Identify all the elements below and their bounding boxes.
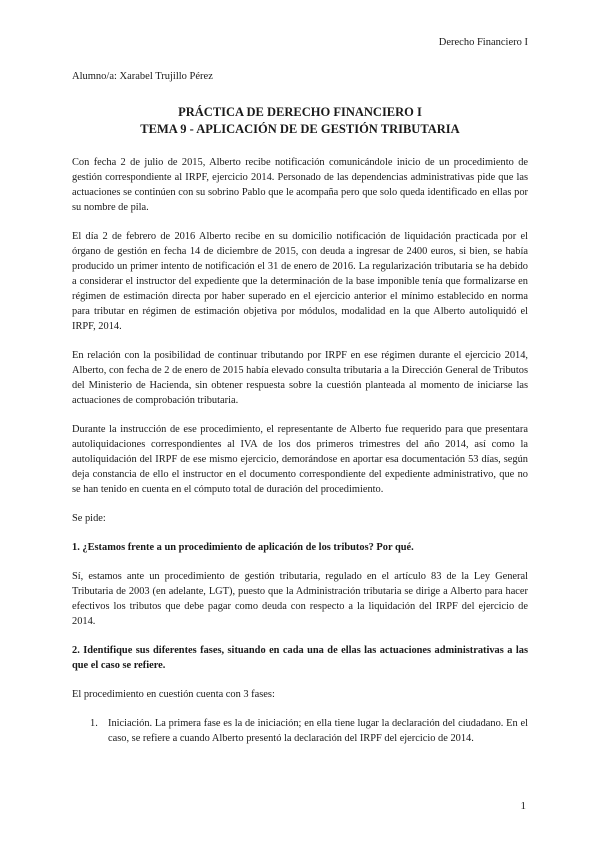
paragraph-2: El día 2 de febrero de 2016 Alberto recibe en su domicilio notificación de liquidación practicada por el órgano de gestión en fecha 14 de diciembre de 2015, con deuda a ingresar de 2400 euros, si bien, se había producido un primer intento de notificación el 31 de enero de 2016. La regularización tributaria se ha debido a considerar el instructor del expediente que la determinación de la base imponible tenía que formalizarse en régimen de estimación directa por haber superado en el ejercicio anterior el mínimo establecido en norma para tributar en régimen de estimación objetiva por módulos, modalidad en la que Alberto autoliquidó el IRPF, 2014. [72, 231, 528, 332]
answer-2-intro: El procedimiento en cuestión cuenta con 3 fases: [72, 689, 275, 700]
title-line-1: PRÁCTICA DE DERECHO FINANCIERO I [178, 105, 422, 119]
paragraph-3: En relación con la posibilidad de continuar tributando por IRPF en ese régimen durante el ejercicio 2014, Alberto, con fecha de 2 de enero de 2015 había elevado consulta tributaria a la Dirección General de Tributos del Ministerio de Hacienda, sin obtener respuesta sobre la cuestión planteada al momento de iniciarse las actuaciones de comprobación tributaria. [72, 350, 528, 406]
list-item-text: Iniciación. La primera fase es la de iniciación; en ella tiene lugar la declaración del ciudadano. En el caso, se refiere a cuando Alberto presentó la declaración del IRPF del ejercicio de 2014. [108, 718, 528, 744]
paragraph-1: Con fecha 2 de julio de 2015, Alberto recibe notificación comunicándole inicio de un procedimiento de gestión correspondiente al IRPF, ejercicio 2014. Personado de las dependencias administrativas pide que las actuaciones se continúen con su sobrino Pablo que le acompaña pero que solo queda identificado en ellas por su nombre de pila. [72, 157, 528, 213]
title-line-2: TEMA 9 - APLICACIÓN DE DE GESTIÓN TRIBUTARIA [140, 122, 460, 136]
phases-list [72, 716, 528, 746]
student-name-line: Alumno/a: Xarabel Trujillo Pérez [72, 71, 213, 82]
paragraph-se-pide: Se pide: [72, 513, 106, 524]
question-2: 2. Identifique sus diferentes fases, situando en cada una de ellas las actuaciones administrativas a las que el caso se refiere. [72, 645, 528, 671]
answer-1: Sí, estamos ante un procedimiento de gestión tributaria, regulado en el artículo 83 de la Ley General Tributaria de 2003 (en adelante, LGT), puesto que la Administración tributaria se dirige a Alberto para hacer efectivos los tributos que debe pagar como deuda con respecto a la liquidación del IRPF del ejercicio de 2014. [72, 571, 528, 627]
running-header: Derecho Financiero I [438, 37, 528, 48]
list-item-number: 1. [90, 718, 98, 729]
page-number: 1 [520, 800, 526, 812]
document-body [72, 155, 528, 746]
document-title [72, 104, 528, 138]
list-item [72, 716, 528, 746]
paragraph-4: Durante la instrucción de ese procedimiento, el representante de Alberto fue requerido para que presentara autoliquidaciones correspondientes al IVA de los dos primeros trimestres del año 2014, así como la autoliquidación del IRPF de ese mismo ejercicio, demorándose en aportar esa documentación 53 días, según deja constancia de ello el instructor en el documento correspondiente del expediente administrativo, que no se han tenido en cuenta en el cómputo total de duración del procedimiento. [72, 424, 528, 495]
question-1: 1. ¿Estamos frente a un procedimiento de aplicación de los tributos? Por qué. [72, 542, 414, 553]
